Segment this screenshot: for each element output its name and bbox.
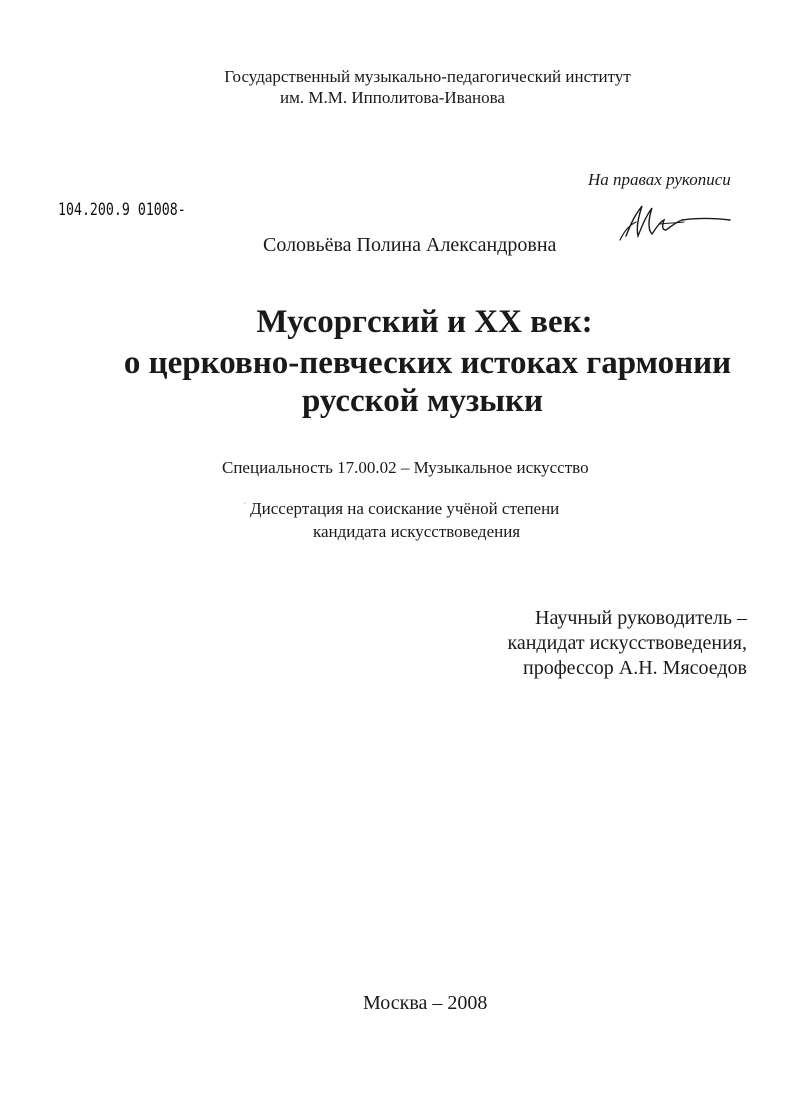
supervisor-role: Научный руководитель – [535,607,747,629]
author-name: Соловьёва Полина Александровна [263,234,557,256]
dissertation-title-line-3: русской музыки [301,383,544,419]
supervisor-name: профессор А.Н. Мясоедов [522,657,747,679]
handwritten-signature [616,196,736,244]
manuscript-rights-note: На правах рукописи [588,170,731,189]
institute-name: Государственный музыкально-педагогический институт [224,67,631,86]
degree-statement-line-1: Диссертация на соискание учёной степени [250,499,560,518]
scan-artifact: ˊ [243,502,247,513]
institute-namesake: им. М.М. Ипполитова-Иванова [280,88,505,107]
dissertation-title-line-2: о церковно-певческих истоках гармонии [123,345,732,381]
dissertation-title-line-1: Мусоргский и XX век: [256,304,593,340]
supervisor-degree: кандидат искусствоведения, [507,632,747,654]
specialty-line: Специальность 17.00.02 – Музыкальное искусство [222,458,589,477]
degree-statement-line-2: кандидата искусствоведения [313,522,521,541]
city-year: Москва – 2008 [363,992,488,1014]
archive-code-stamp: 104.200.9 01008- [58,200,186,220]
